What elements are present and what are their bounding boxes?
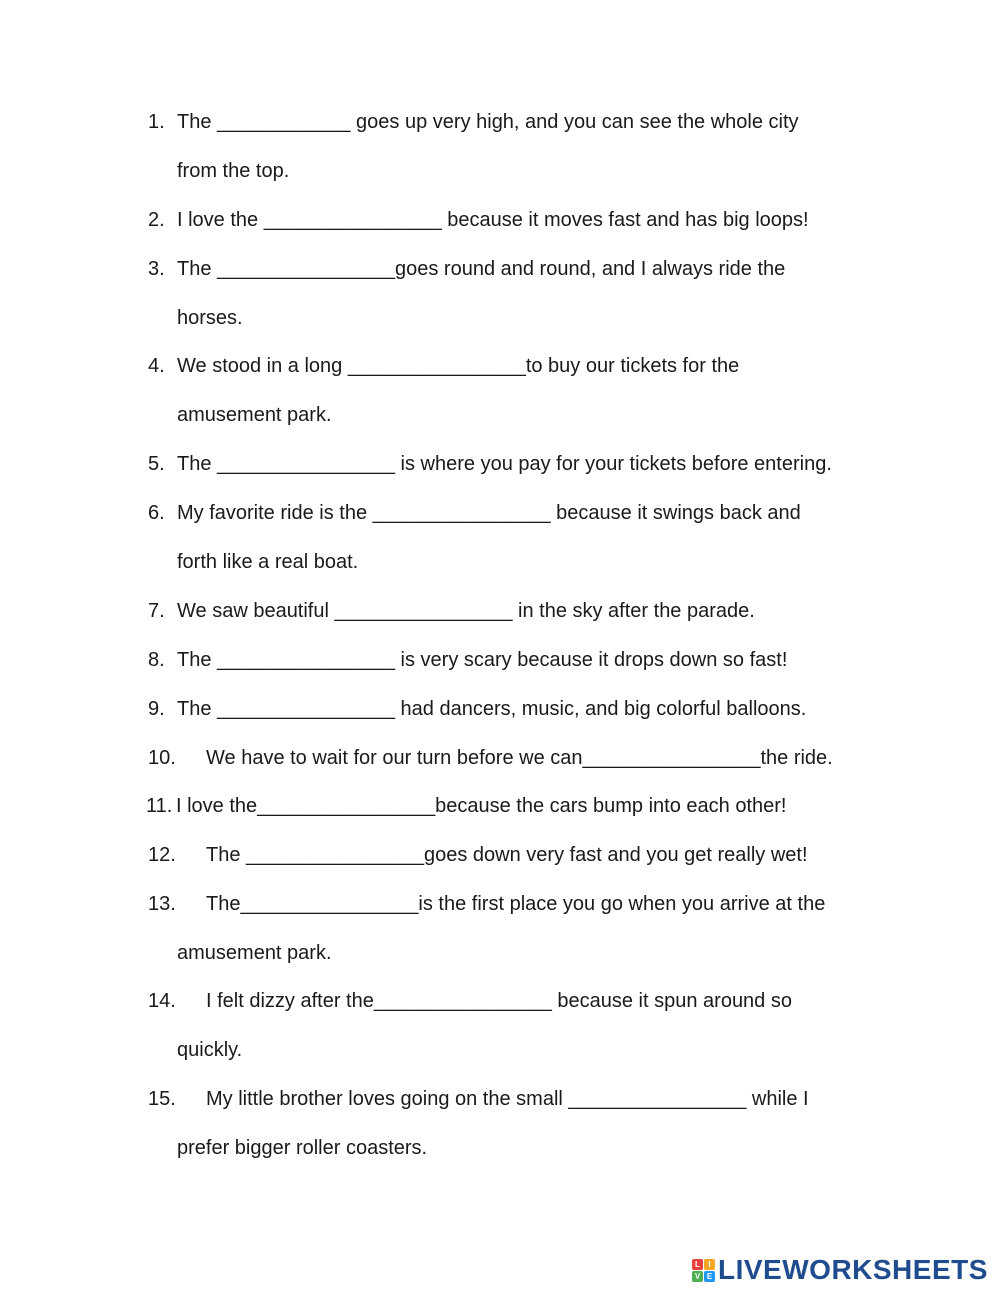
item-number: 2. [148,209,165,231]
item-number: 6. [148,502,165,524]
question-text: The ________________goes down very fast and you get really wet! [206,844,808,866]
question-text: I felt dizzy after the________________ because it spun around so [206,990,792,1012]
item-number: 3. [148,258,165,280]
question-text: The ____________ goes up very high, and you can see the whole city [177,111,799,133]
item-number: 5. [148,453,165,475]
item-number: 4. [148,355,165,377]
item-number: 8. [148,649,165,671]
question-text-continued: amusement park. [177,942,332,964]
question-text: I love the ________________ because it moves fast and has big loops! [177,209,809,231]
question-text: The________________is the first place you go when you arrive at the [206,893,826,915]
question-text: The ________________ is very scary because it drops down so fast! [177,649,788,671]
item-number: 14. [148,990,176,1012]
logo-icon-letter: V [692,1271,703,1282]
question-text: We stood in a long ________________to buy our tickets for the [177,355,740,377]
question-text: My favorite ride is the ________________ because it swings back and [177,502,801,524]
question-text-continued: from the top. [177,160,290,182]
question-text-continued: prefer bigger roller coasters. [177,1137,428,1159]
item-number: 11. [146,795,173,817]
question-text: We have to wait for our turn before we can________________the ride. [206,747,833,769]
question-text: The ________________goes round and round, and I always ride the [177,258,786,280]
item-number: 15. [148,1088,176,1110]
item-number: 1. [148,111,165,133]
question-text-continued: forth like a real boat. [177,551,359,573]
logo-text: LIVEWORKSHEETS [718,1254,988,1285]
item-number: 7. [148,600,165,622]
item-number: 13. [148,893,176,915]
question-text: The ________________ is where you pay for your tickets before entering. [177,453,832,475]
item-number: 12. [148,844,176,866]
question-text-continued: quickly. [177,1039,243,1061]
liveworksheets-logo [692,1254,988,1286]
liveworksheets-logo-icon [692,1259,715,1282]
question-text: We saw beautiful ________________ in the sky after the parade. [177,600,755,622]
item-number: 9. [148,698,165,720]
question-text: My little brother loves going on the small ________________ while I [206,1088,809,1110]
logo-icon-letter: E [704,1271,715,1282]
question-text: The ________________ had dancers, music, and big colorful balloons. [177,698,807,720]
question-text-continued: horses. [177,307,243,329]
logo-icon-letter: I [704,1259,715,1270]
logo-icon-letter: L [692,1259,703,1270]
question-text-continued: amusement park. [177,404,332,426]
question-text: I love the________________because the cars bump into each other! [176,795,787,817]
item-number: 10. [148,747,176,769]
